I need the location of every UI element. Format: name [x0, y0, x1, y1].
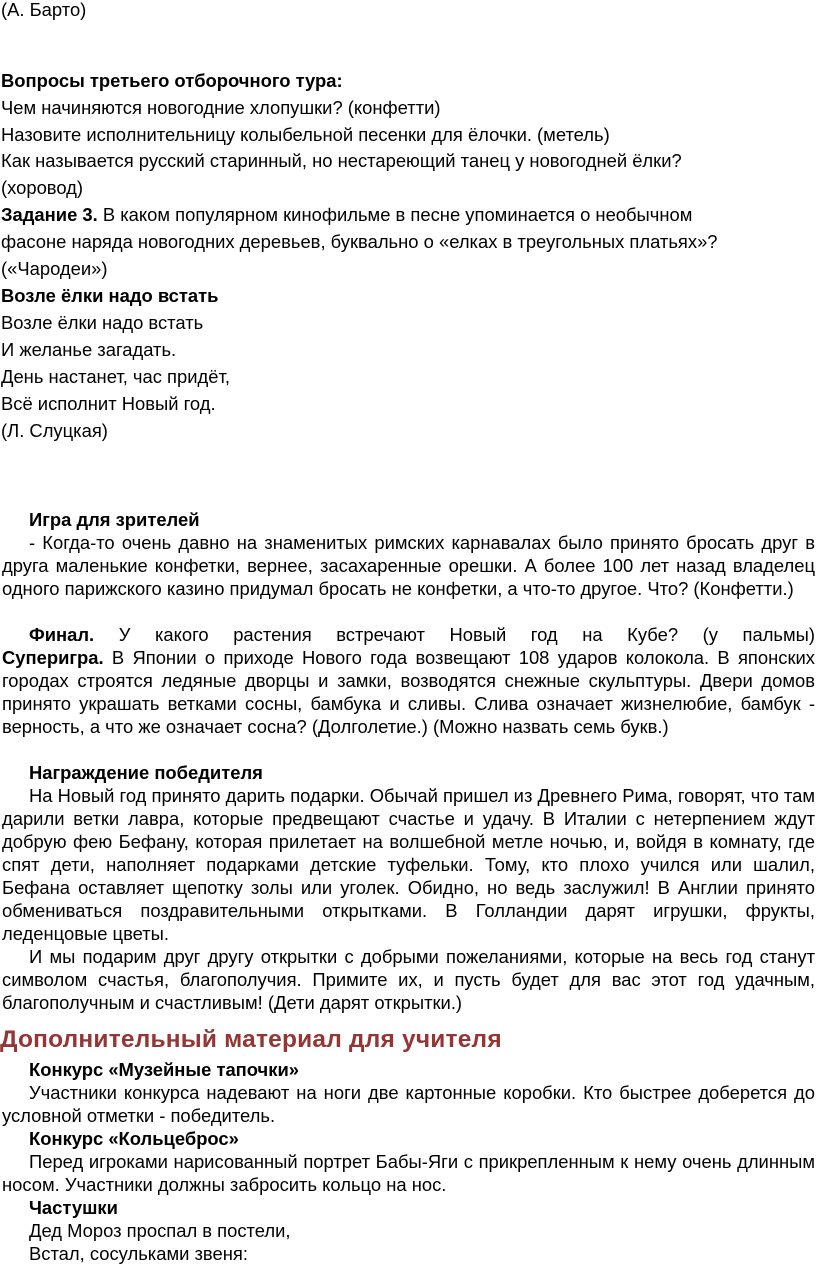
task-3-answer: («Чародеи») [1, 258, 108, 279]
chastushki-line: Встал, сосульками звеня: [29, 1243, 248, 1264]
award-paragraph-2: И мы подарим друг другу открытки с добрыми пожеланиями, которые на весь год станут символом счастья, благополучия. Примите их, и пусть будет для вас этот год удачным, благополучным и счастливым! (Дети дарят открытки.) [2, 946, 815, 1013]
question-1: Чем начиняются новогодние хлопушки? (конфетти) [1, 97, 441, 118]
award-heading: Награждение победителя [29, 762, 263, 783]
poem-line: День настанет, час придёт, [1, 366, 230, 387]
task-3-text-2: фасоне наряда новогодних деревьев, буквально о «елках в треугольных платьях»? [1, 231, 718, 252]
task-3-text-1: В каком популярном кинофильме в песне упоминается о необычном [97, 204, 693, 225]
award-paragraph-1: На Новый год принято дарить подарки. Обычай пришел из Древнего Рима, говорят, что там дарили ветки лавра, которые предвещают счастье и удачу. В Италии с нетерпением ждут добрую фею Бефану, которая прилетает на волшебной метле ночью, и, войдя в комнату, где спят дети, наполняет подарками детские туфельки. Тому, кто плохо учился или шалил, Бефана оставляет щепотку золы или уголек. Обидно, но ведь заслужил! В Англии принято обмениваться поздравительными открытками. В Голландии дарят игрушки, фрукты, леденцовые цветы. [2, 785, 815, 944]
questions-heading: Вопросы третьего отборочного тура: [1, 70, 343, 91]
poem-title: Возле ёлки надо встать [1, 285, 219, 306]
poem-line: И желанье загадать. [1, 339, 177, 360]
final-label: Финал. [29, 624, 95, 645]
final-text: У какого растения встречают Новый год на Кубе? (у пальмы) [94, 624, 815, 645]
supergame-label: Суперигра. [2, 647, 104, 668]
contest-2-text: Перед игроками нарисованный портрет Бабы-Яги с прикрепленным к нему очень длинным носом. Участники должны забросить кольцо на нос. [2, 1151, 815, 1195]
question-2: Назовите исполнительницу колыбельной песенки для ёлочки. (метель) [1, 124, 610, 145]
supergame-text: В Японии о приходе Нового года возвещают 108 ударов колокола. В японских городах строятся ледяные дворцы и замки, возводятся снежные скульптуры. Двери домов принято украшать ветками сосны, бамбука и сливы. Слива означает жизнелюбие, бамбук - верность, а что же означает сосна? (Долголетие.) (Можно назвать семь букв.) [2, 647, 815, 737]
author-slutskaya: (Л. Слуцкая) [1, 420, 108, 441]
supergame-paragraph [2, 646, 815, 738]
contest-1-title: Конкурс «Музейные тапочки» [29, 1059, 299, 1080]
contest-2-title: Конкурс «Кольцеброс» [29, 1128, 239, 1149]
poem-line: Всё исполнит Новый год. [1, 393, 216, 414]
task-3-line-1 [1, 202, 692, 228]
chastushki-line: Дед Мороз проспал в постели, [29, 1220, 291, 1241]
question-3: Как называется русский старинный, но нестареющий танец у новогодней ёлки? [1, 150, 682, 171]
author-barto: (А. Барто) [1, 0, 87, 20]
task-3-label: Задание 3. [1, 204, 98, 225]
poem-line: Возле ёлки надо встать [1, 312, 204, 333]
audience-game-text: - Когда-то очень давно на знаменитых римских карнавалах было принято бросать друг в друга маленькие конфетки, вернее, засахаренные орешки. А более 100 лет назад владелец одного парижского казино придумал бросать не конфетки, а что-то другое. Что? (Конфетти.) [2, 532, 815, 599]
question-3-answer: (хоровод) [1, 177, 84, 198]
chastushki-title: Частушки [29, 1197, 118, 1218]
contest-1-text: Участники конкурса надевают на ноги две картонные коробки. Кто быстрее доберется до условной отметки - победитель. [2, 1082, 815, 1126]
audience-game-heading: Игра для зрителей [29, 509, 200, 530]
final-paragraph [2, 623, 815, 646]
extra-material-heading: Дополнительный материал для учителя [0, 1026, 502, 1053]
